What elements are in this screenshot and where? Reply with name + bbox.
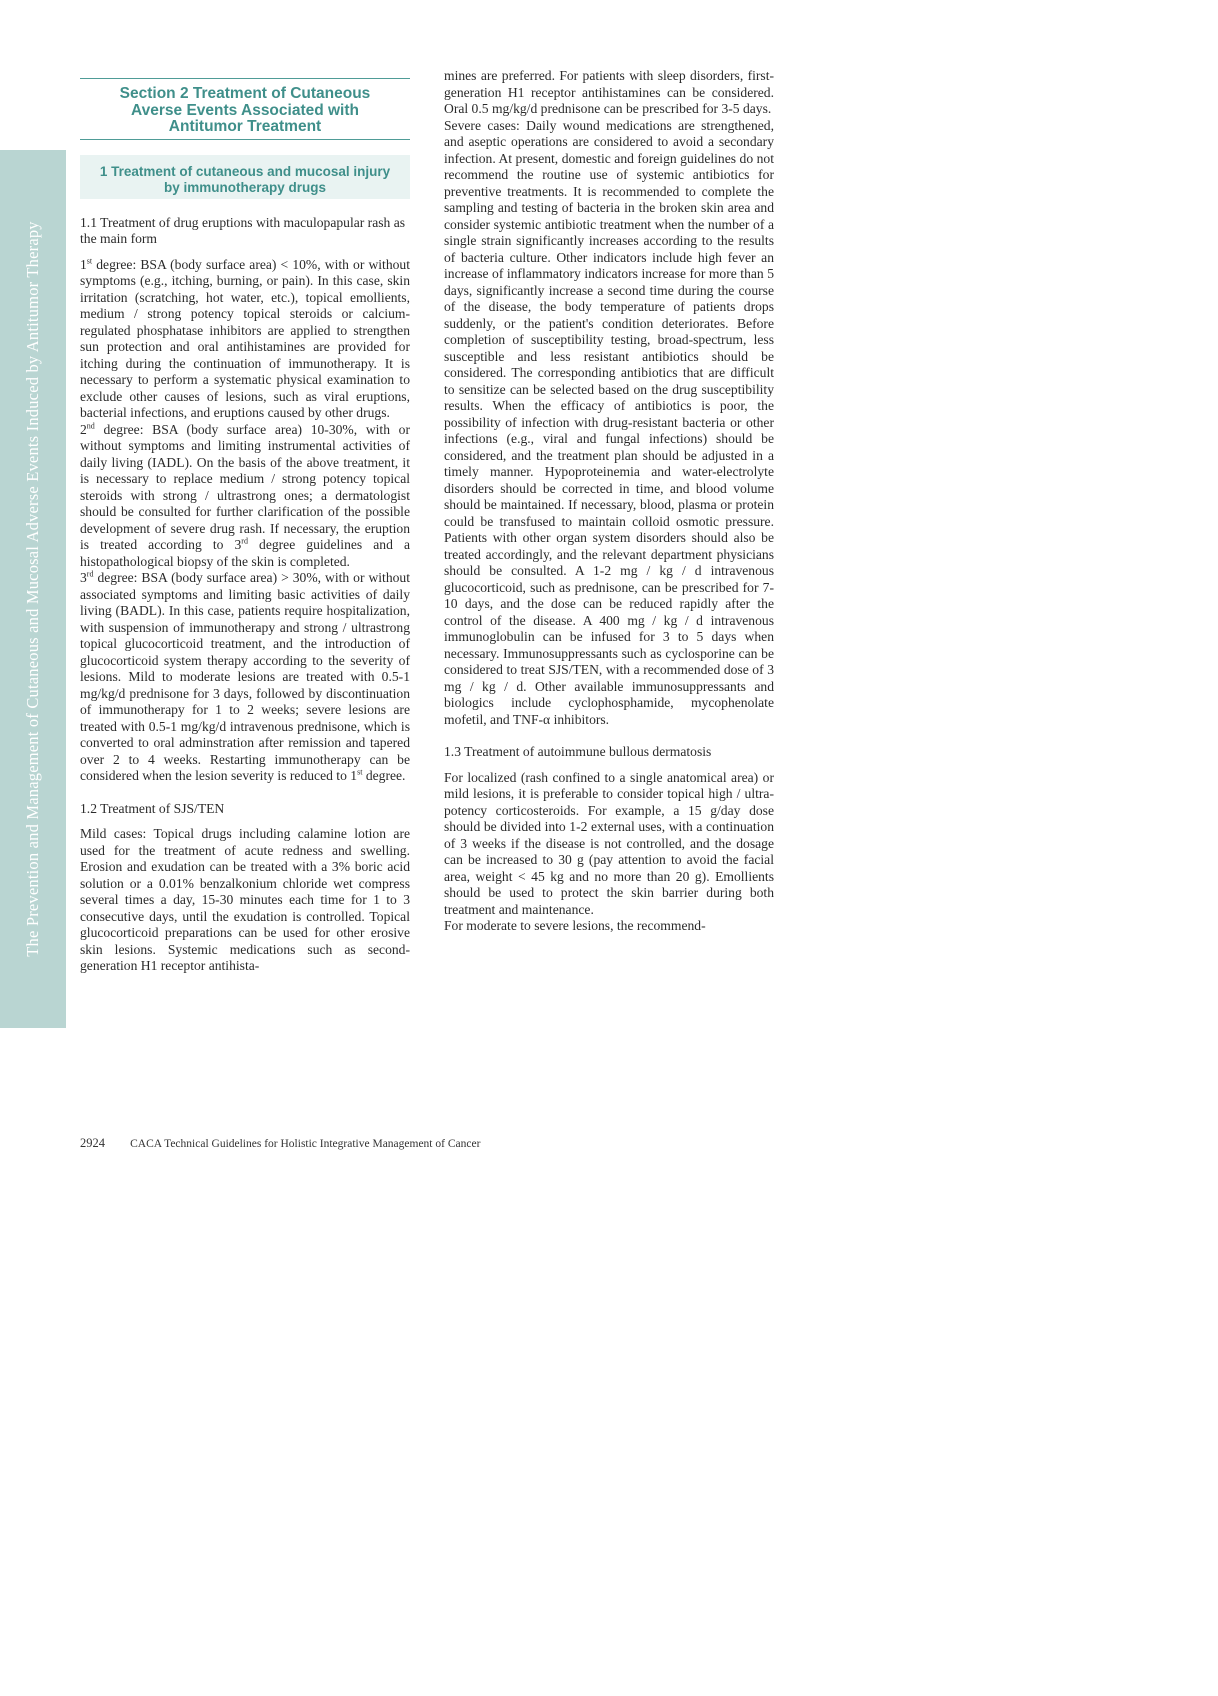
journal-name: CACA Technical Guidelines for Holistic Integrative Management of Cancer — [130, 1138, 481, 1150]
ordinal-suffix: st — [357, 767, 363, 777]
ordinal: 1 — [80, 256, 87, 272]
paragraph-second-degree — [80, 422, 410, 571]
paragraph-continued: mines are preferred. For patients with sleep disorders, first-generation H1 receptor antihistamines can be considered. Oral 0.5 mg/kg/d prednisone can be prescribed for 3-5 days. — [444, 68, 774, 116]
paragraph-text: degree: BSA (body surface area) 10-30%, with or without symptoms and limiting instrumental activities of daily living (IADL). On the basis of the above treatment, it is necessary to replace medium / strong potency topical steroids with strong / ultrastrong ones; a dermatologist should be consulted for further clarification of the possible development of severe drug rash. If necessary, the eruption is treated according to 3 — [80, 421, 410, 552]
page-number: 2924 — [80, 1136, 105, 1150]
section-title-line: Antitumor Treatment — [168, 118, 322, 135]
ordinal-suffix: st — [86, 255, 93, 265]
heading-1-3: 1.3 Treatment of autoimmune bullous dermatosis — [444, 744, 712, 759]
section-title-line: Section 2 Treatment of Cutaneous — [119, 85, 371, 102]
paragraph-first-degree — [80, 257, 410, 422]
left-column — [80, 66, 410, 975]
ordinal-suffix: rd — [241, 536, 248, 546]
heading-1-2: 1.2 Treatment of SJS/TEN — [80, 800, 225, 816]
paragraph-text: degree: BSA (body surface area) > 30%, with or without associated symptoms and limiting basic activities of daily living (BADL). In this case, patients require hospitalization, with suspension of immunotherapy and strong / ultrastrong topical glucocorticoid treatment, and the introduction of glucocorticoid system therapy according to the severity of lesions. Mild to moderate lesions are treated with 0.5-1 mg/kg/d prednisone for 3 days, followed by discontinuation of immunotherapy for 1 to 2 weeks; severe lesions are treated with 0.5-1 mg/kg/d intravenous prednisone, which is converted to oral adminstration after remission and tapered over 2 to 4 weeks. Restarting immunotherapy can be considered when the lesion severity is reduced to 1 — [80, 570, 410, 783]
paragraph-text: degree guidelines and a histopathological biopsy of the skin is completed. — [80, 537, 410, 569]
subsection-title-line: 1 Treatment of cutaneous and mucosal injury — [99, 163, 391, 179]
paragraph-moderate-severe: For moderate to severe lesions, the recommend- — [444, 918, 706, 933]
subsection-title-line: by immunotherapy drugs — [163, 179, 327, 195]
paragraph-mild-cases: Mild cases: Topical drugs including calamine lotion are used for the treatment of acute redness and swelling. Erosion and exudation can be treated with a 3% boric acid solution or a 0.01% benzalkonium chloride wet compress several times a day, 15-30 minutes each time for 1 to 3 consecutive days, until the exudation is controlled. Topical glucocorticoid preparations can be used for other erosive skin lesions. Systemic medications such as second-generation H1 receptor antihista- — [80, 826, 410, 973]
page-footer — [80, 1136, 480, 1151]
heading-1-1: 1.1 Treatment of drug eruptions with maculopapular rash as the main form — [80, 214, 406, 246]
section-title — [80, 78, 410, 140]
paragraph-text: degree: BSA (body surface area) < 10%, with or without symptoms (e.g., itching, burning, or pain). In this case, skin irritation (scratching, hot water, etc.), topical emollients, medium / strong potency topical steroids or calcium-regulated phosphatase inhibitors are applied to strengthen sun protection and oral antihistamines are provided for itching during the continuation of immunotherapy. It is necessary to perform a systematic physical examination to exclude other causes of lesions, such as viral eruptions, bacterial infections, and eruptions caused by other drugs. — [80, 256, 410, 420]
side-tab-text: The Prevention and Management of Cutaneous and Mucosal Adverse Events Induced by Antitumor Therapy — [23, 221, 42, 957]
section-title-line: Averse Events Associated with — [131, 101, 359, 119]
paragraph-text: degree. — [362, 768, 406, 783]
paragraph-severe-cases: Severe cases: Daily wound medications are strengthened, and aseptic operations are considered to avoid a secondary infection. At present, domestic and foreign guidelines do not recommend the routine use of systemic antibiotics for preventive treatments. It is recommended to complete the sampling and testing of bacteria in the broken skin area and consider systemic antibiotic treatment when the number of a single strain significantly increases according to the results of bacteria culture. Other indicators include high fever an increase of inflammatory indicators increase for more than 5 days, significantly increase a second time during the course of the disease, the body temperature of patients drops suddenly, or the patient's condition deteriorates. Before completion of susceptibility testing, broad-spectrum, less susceptible and less resistant antibiotics should be considered. The corresponding antibiotics that are difficult to sensitize can be selected based on the drug susceptibility results. When the efficacy of antibiotics is poor, the possibility of infection with drug-resistant bacteria or other infections (e.g., viral and fungal infections) should be considered, and the treatment plan should be adjusted in a timely manner. Hypoproteinemia and water-electrolyte disorders should be corrected in time, and blood volume should be maintained. If necessary, blood, plasma or protein could be transfused to maintain colloid osmotic pressure. Patients with other organ system disorders should also be treated accordingly, and the relevant department physicians should be consulted. A 1-2 mg / kg / d intravenous glucocorticoid, such as prednisone, can be prescribed for 7-10 days, and the dose can be reduced rapidly after the control of the disease. A 400 mg / kg / d intravenous immunoglobulin can be infused for 3 to 5 days when necessary. Immunosuppressants such as cyclosporine can be considered to treat SJS/TEN, with a recommended dose of 3 mg / kg / d. Other available immunosuppressants and biologics include cyclophosphamide, mycophenolate mofetil, and TNF-α inhibitors. — [444, 117, 774, 727]
paragraph-third-degree — [80, 570, 410, 785]
ordinal: 2 — [80, 421, 87, 437]
ordinal-suffix: nd — [86, 420, 95, 430]
ordinal: 3 — [80, 570, 87, 585]
paragraph-localized: For localized (rash confined to a single anatomical area) or mild lesions, it is preferable to consider topical high / ultra-potency corticosteroids. For example, a 15 g/day dose should be divided into 1-2 external uses, with a continuation of 3 weeks if the disease is not controlled, and the dosage can be increased to 30 g (pay attention to avoid the facial area, weight < 45 kg and no more than 20 g). Emollients should be used to protect the skin barrier during both treatment and maintenance. — [444, 769, 774, 917]
side-tab — [0, 150, 66, 1028]
right-column — [444, 68, 774, 935]
subsection-title — [80, 155, 410, 199]
ordinal-suffix: rd — [86, 569, 94, 579]
